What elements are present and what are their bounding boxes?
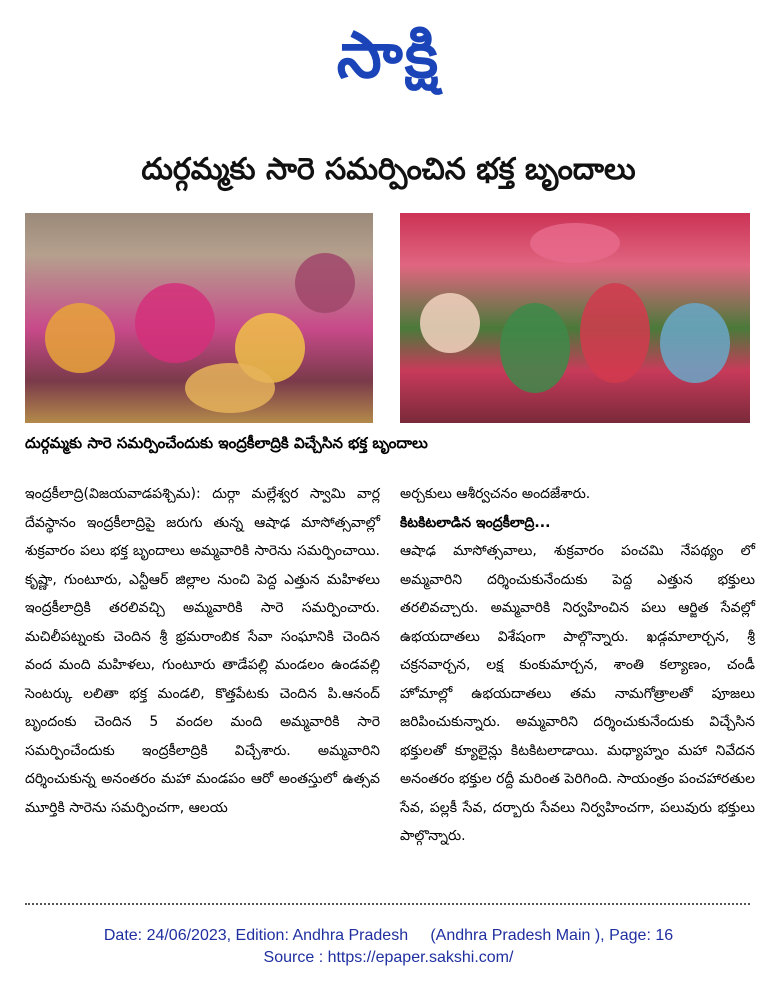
article-subheading: కిటకిటలాడిన ఇంద్రకీలాద్రి...	[400, 514, 551, 531]
clipping-divider	[25, 903, 750, 911]
clipping-footer	[0, 925, 777, 969]
source-line: Source : https://epaper.sakshi.com/	[263, 949, 514, 966]
date-edition-line: Date: 24/06/2023, Edition: Andhra Pradesh (Andhra Pradesh Main ), Page: 16	[103, 927, 674, 944]
article-body-right: ఆషాఢ మాసోత్సవాలు, శుక్రవారం పంచమి నేపథ్యం లో అమ్మవారిని దర్శించుకునేందుకు పెద్ద ఎత్తున భక్తులు తరలివచ్చారు. అమ్మవారికి నిర్వహించిన పలు ఆర్జిత సేవల్లో ఉభయదాతలు విశేషంగా పాల్గొన్నారు. ఖడ్గమాలార్చన, శ్రీ చక్రనవార్చన, లక్ష కుంకుమార్చన, శాంతి కల్యాణం, చండీ హోమాల్లో ఉభయదాతలు తమ నామగోత్రాలతో పూజలు జరిపించుకున్నారు. అమ్మవారిని దర్శించుకునేందుకు విచ్చేసిన భక్తులతో క్యూలైన్లు కిటకిటలాడాయి. మధ్యాహ్నం మహా నివేదన అనంతరం భక్తుల రద్దీ మరింత పెరిగింది. సాయంత్రం పంచహారతుల సేవ, పల్లకీ సేవ, దర్బారు సేవలు నిర్వహించగా, పలువురు భక్తులు పాల్గొన్నారు.	[400, 543, 755, 844]
article-body-left: ఇంద్రకీలాద్రి(విజయవాడపశ్చిమ): దుర్గా మల్లేశ్వర స్వామి వార్ల దేవస్థానం ఇంద్రకీలాద్రిపై జరుగు తున్న ఆషాఢ మాసోత్సవాల్లో శుక్రవారం పలు భక్త బృందాలు అమ్మవారికి సారెను సమర్పించాయి. కృష్ణా, గుంటూరు, ఎన్టీఆర్ జిల్లాల నుంచి పెద్ద ఎత్తున మహిళలు ఇంద్రకీలాద్రికి తరలివచ్చి అమ్మవారికి సారె సమర్పించారు. మచిలీపట్నంకు చెందిన శ్రీ భ్రమరాంబిక సేవా సంఘానికి చెందిన వంద మంది మహిళలు, గుంటూరు తాడేపల్లి మండలం ఉండవల్లి సెంటర్కు లలితా భక్త మండలి, కొత్తపేటకు చెందిన పి.ఆనంద్ బృందంకు చెందిన 5 వందల మంది అమ్మవారికి సారె సమర్పించేందుకు ఇంద్రకీలాద్రికి విచ్చేశారు. అమ్మవారిని దర్శించుకున్న అనంతరం మహా మండపం ఆరో అంతస్తులో ఉత్సవ మూర్తికి సారెను సమర్పించగా, ఆలయ	[25, 486, 380, 816]
devotees-photo-right	[400, 213, 750, 423]
devotees-photo-left	[25, 213, 373, 423]
photo-caption: దుర్గమ్మకు సారె సమర్పించేందుకు ఇంద్రకీలాద్రికి విచ్చేసిన భక్త బృందాలు	[25, 434, 428, 452]
article-column-right	[400, 480, 755, 851]
article-column-left	[25, 480, 380, 822]
sakshi-logo: సాక్షి	[336, 19, 441, 93]
article-body-right-intro: అర్చకులు ఆశీర్వచనం అందజేశారు.	[400, 486, 591, 502]
article-headline: దుర్గమ్మకు సారె సమర్పించిన భక్త బృందాలు	[141, 152, 636, 187]
masthead	[0, 8, 777, 108]
